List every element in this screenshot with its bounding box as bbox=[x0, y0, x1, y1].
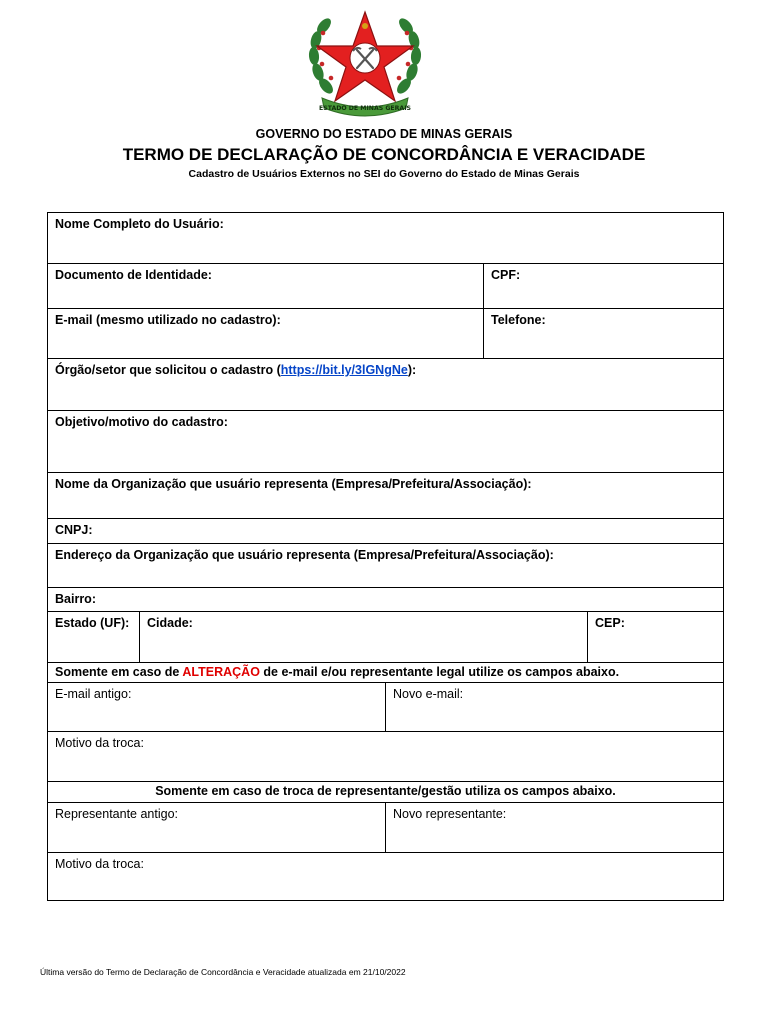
alteracao-suffix: de e-mail e/ou representante legal utilize os campos abaixo. bbox=[259, 665, 620, 679]
orgao-link[interactable]: https://bit.ly/3lGNgNe bbox=[280, 363, 408, 377]
orgao-label: Órgão/setor que solicitou o cadastro ( bbox=[55, 363, 281, 377]
row-motivo-troca-representante bbox=[48, 852, 723, 900]
row-motivo-troca-email bbox=[48, 731, 723, 781]
footer-version-note: Última versão do Termo de Declaração de Concordância e Veracidade atualizada em 21/10/2022 bbox=[40, 967, 406, 977]
row-cnpj bbox=[48, 518, 723, 543]
field-cep[interactable]: CEP: bbox=[587, 612, 723, 662]
field-telefone[interactable]: Telefone: bbox=[483, 309, 723, 358]
field-nome-organizacao[interactable]: Nome da Organização que usuário representa (Empresa/Prefeitura/Associação): bbox=[55, 477, 532, 491]
row-bairro bbox=[48, 587, 723, 611]
orgao-label-suffix: ): bbox=[407, 363, 417, 377]
row-alteracao-notice bbox=[48, 662, 723, 682]
row-documento-cpf bbox=[48, 263, 723, 308]
field-documento-identidade[interactable]: Documento de Identidade: bbox=[55, 268, 212, 282]
declaration-form bbox=[47, 212, 724, 901]
row-email-troca bbox=[48, 682, 723, 731]
document-title: TERMO DE DECLARAÇÃO DE CONCORDÂNCIA E VERACIDADE bbox=[122, 145, 646, 164]
row-email-telefone bbox=[48, 308, 723, 358]
row-troca-representante-notice bbox=[48, 781, 723, 802]
row-representante bbox=[48, 802, 723, 852]
field-estado-uf[interactable]: Estado (UF): bbox=[55, 616, 130, 630]
field-email[interactable]: E-mail (mesmo utilizado no cadastro): bbox=[55, 313, 281, 327]
row-endereco bbox=[48, 543, 723, 587]
field-endereco-organizacao[interactable]: Endereço da Organização que usuário representa (Empresa/Prefeitura/Associação): bbox=[55, 548, 554, 562]
field-cnpj[interactable]: CNPJ: bbox=[55, 523, 93, 537]
emblem-band-text: ESTADO DE MINAS GERAIS bbox=[319, 105, 411, 112]
organization-name: GOVERNO DO ESTADO DE MINAS GERAIS bbox=[255, 127, 513, 141]
row-nome bbox=[48, 213, 723, 263]
field-email-antigo[interactable]: E-mail antigo: bbox=[55, 687, 132, 701]
alteracao-prefix: Somente em caso de bbox=[55, 665, 183, 679]
coat-of-arms-icon bbox=[302, 6, 428, 122]
field-representante-antigo[interactable]: Representante antigo: bbox=[55, 807, 179, 821]
field-nome-completo[interactable]: Nome Completo do Usuário: bbox=[55, 217, 224, 231]
row-orgao bbox=[48, 358, 723, 410]
field-novo-email[interactable]: Novo e-mail: bbox=[385, 683, 723, 731]
field-cpf[interactable]: CPF: bbox=[483, 264, 723, 308]
troca-representante-notice: Somente em caso de troca de representante/gestão utiliza os campos abaixo. bbox=[155, 784, 616, 798]
field-orgao-setor[interactable] bbox=[48, 359, 723, 410]
row-organizacao bbox=[48, 472, 723, 518]
row-estado-cidade-cep bbox=[48, 611, 723, 662]
document-subtitle: Cadastro de Usuários Externos no SEI do Governo do Estado de Minas Gerais bbox=[188, 168, 580, 180]
field-novo-representante[interactable]: Novo representante: bbox=[385, 803, 723, 852]
alteracao-highlight: ALTERAÇÃO bbox=[182, 665, 260, 679]
field-motivo-troca-representante[interactable]: Motivo da troca: bbox=[55, 857, 144, 871]
row-objetivo bbox=[48, 410, 723, 472]
field-cidade[interactable]: Cidade: bbox=[139, 612, 587, 662]
document-header bbox=[0, 126, 768, 181]
field-motivo-troca-email[interactable]: Motivo da troca: bbox=[55, 736, 144, 750]
field-bairro[interactable]: Bairro: bbox=[55, 592, 96, 606]
alteracao-notice bbox=[48, 663, 723, 682]
field-objetivo-motivo[interactable]: Objetivo/motivo do cadastro: bbox=[55, 415, 228, 429]
